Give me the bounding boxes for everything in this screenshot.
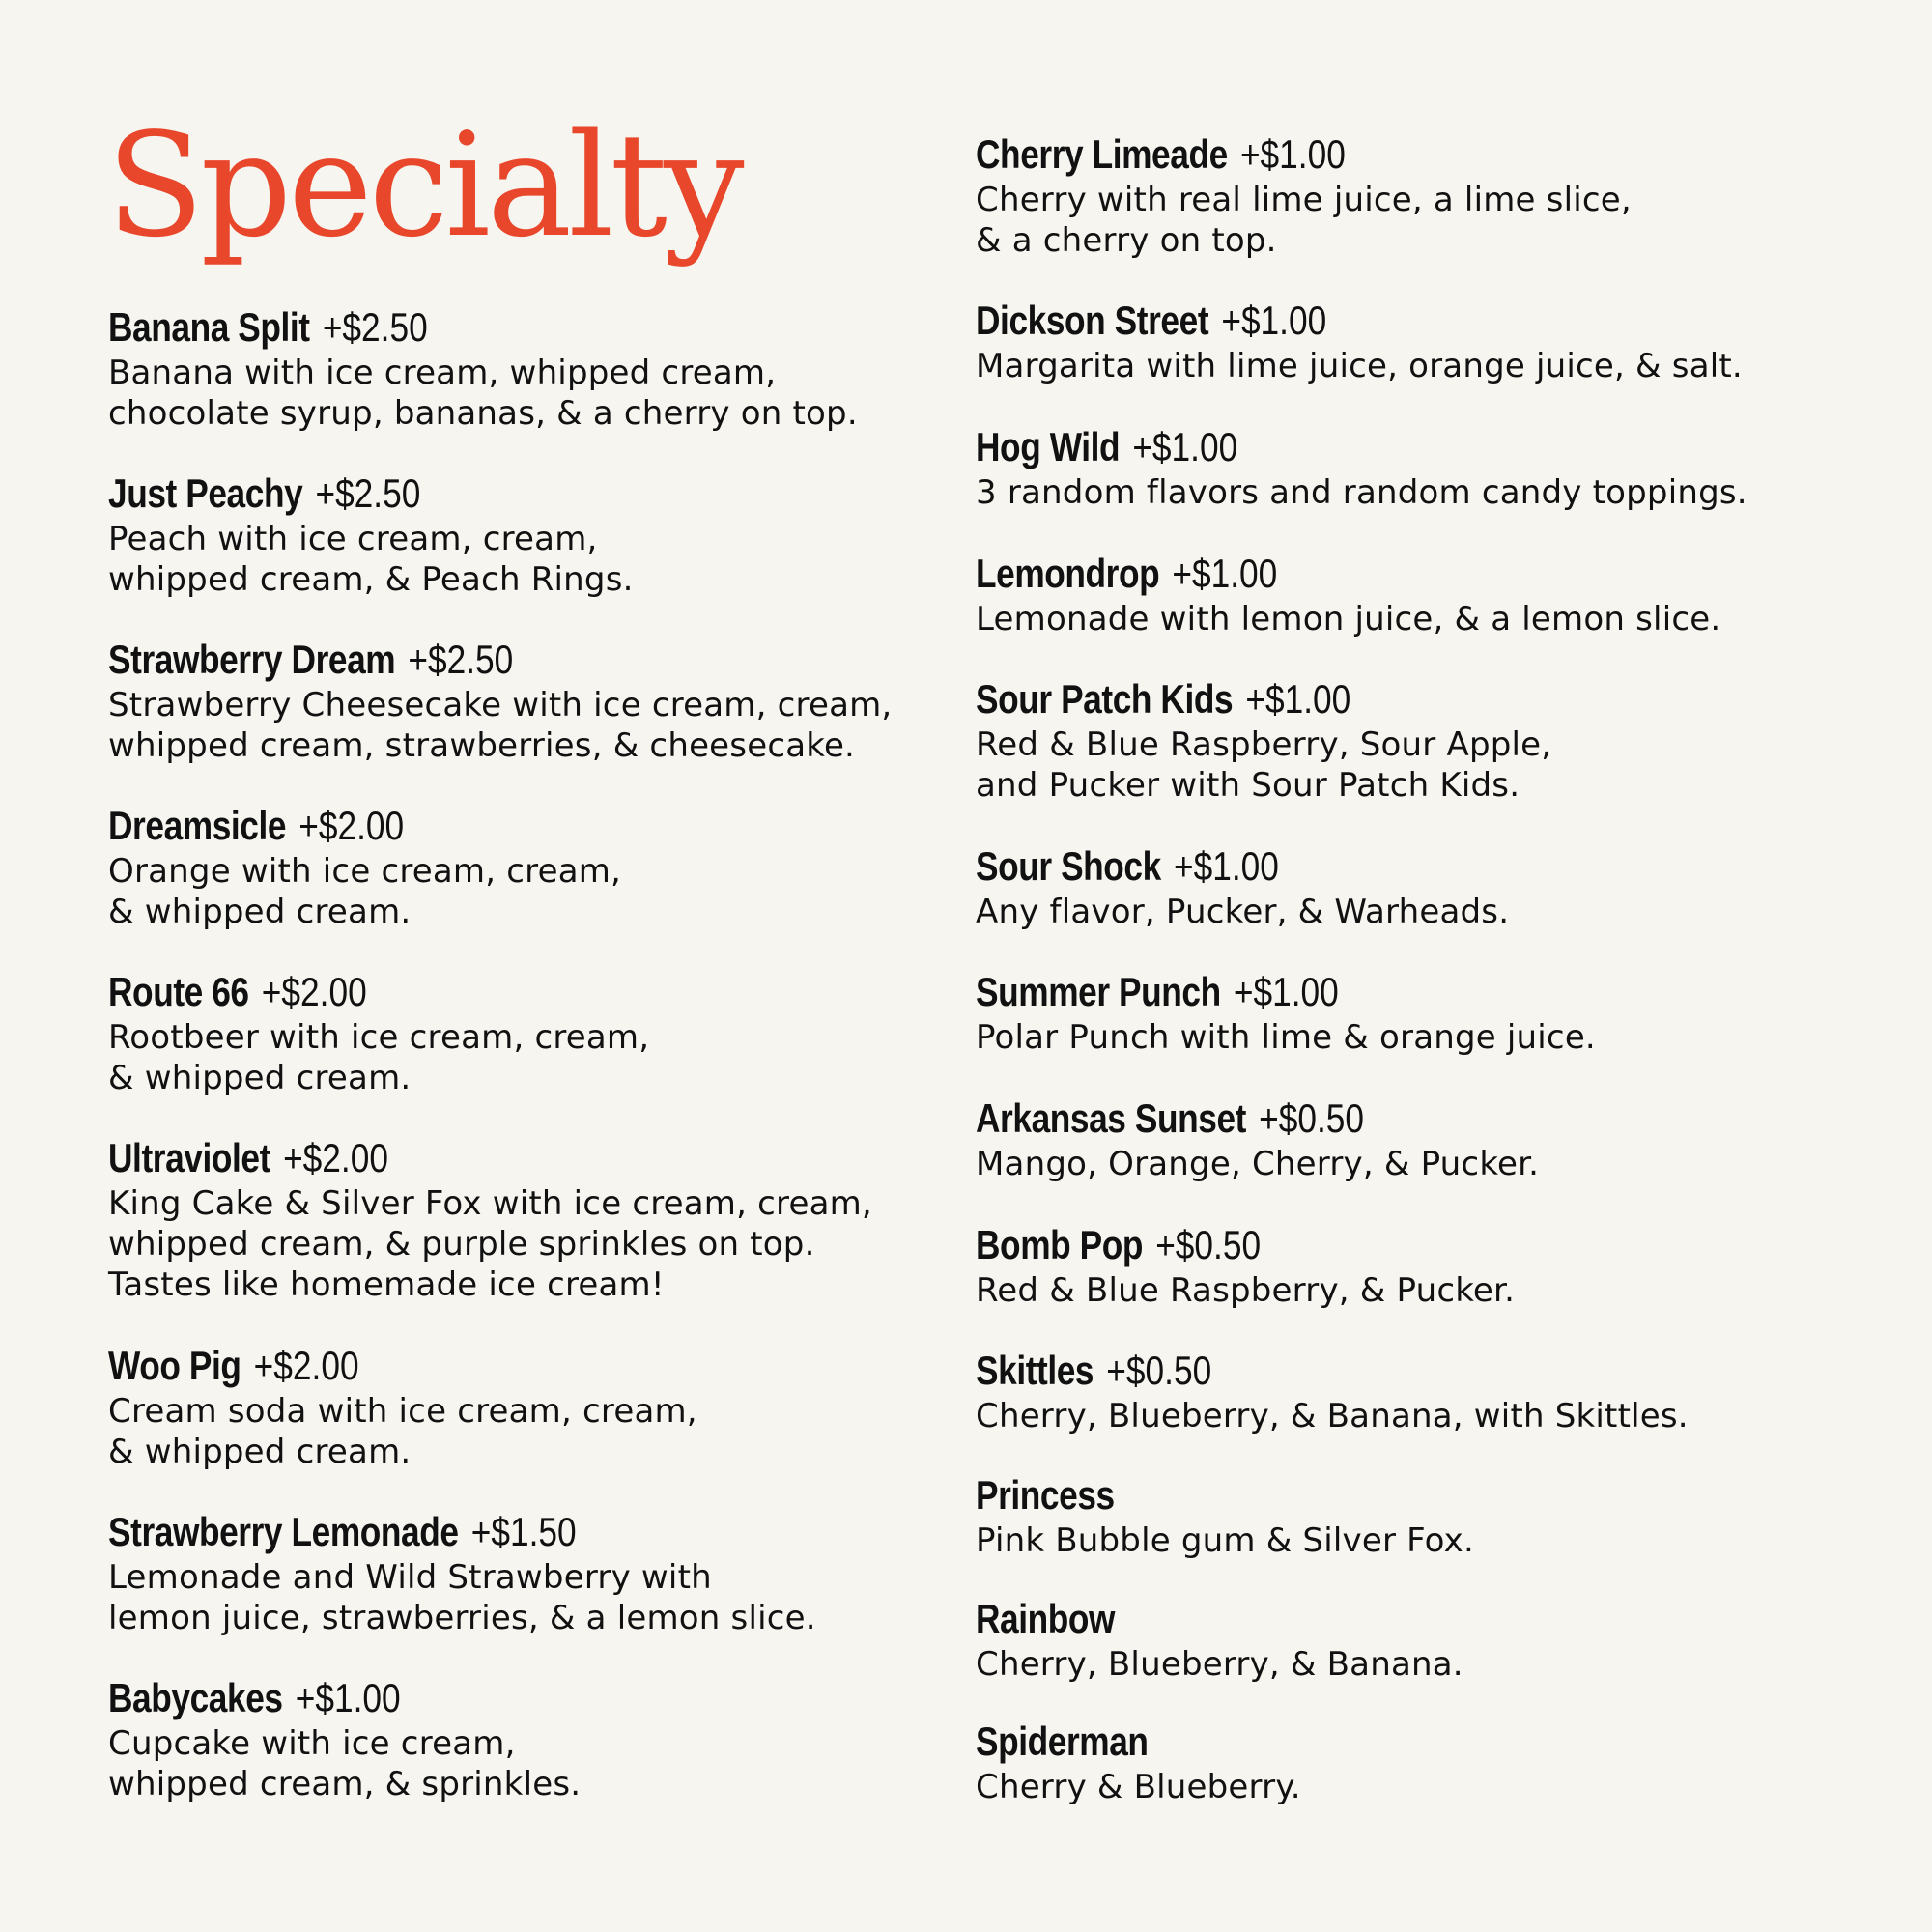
menu-item-price: +$2.00 <box>298 803 405 848</box>
menu-item-price: +$1.00 <box>1239 131 1346 177</box>
menu-item <box>108 302 958 434</box>
menu-item-description: Cherry, Blueberry, & Banana, with Skittles. <box>976 1397 1689 1435</box>
menu-item-name: Strawberry Lemonade <box>108 1509 459 1554</box>
menu-item <box>108 1133 958 1305</box>
menu-item-name: Rainbow <box>976 1596 1116 1641</box>
menu-item-description: Pink Bubble gum & Silver Fox. <box>976 1521 1474 1560</box>
menu-item <box>976 1346 1893 1436</box>
menu-item <box>108 801 958 932</box>
menu-item-description: Polar Punch with lime & orange juice. <box>976 1018 1596 1057</box>
menu-item-description: Red & Blue Raspberry, Sour Apple, and Pucker with Sour Patch Kids. <box>976 725 1552 805</box>
menu-item-description: Red & Blue Raspberry, & Pucker. <box>976 1271 1516 1310</box>
menu-item-description: King Cake & Silver Fox with ice cream, cream, whipped cream, & purple sprinkles on top. Tastes like homemade ice cream! <box>108 1184 872 1304</box>
menu-item <box>976 129 1893 261</box>
menu-item-name: Bomb Pop <box>976 1222 1144 1267</box>
menu-item-name: Ultraviolet <box>108 1135 270 1180</box>
menu-item-description: 3 random flavors and random candy toppings. <box>976 473 1747 512</box>
menu-item <box>976 296 1893 386</box>
menu-item <box>976 841 1893 932</box>
menu-item-name: Spiderman <box>976 1719 1149 1764</box>
menu-item-name: Banana Split <box>108 304 310 350</box>
menu-item-header <box>108 967 822 1017</box>
menu-item-name: Dreamsicle <box>108 803 287 848</box>
menu-item-description: Lemonade and Wild Strawberry with lemon juice, strawberries, & a lemon slice. <box>108 1558 816 1637</box>
menu-item-price: +$2.50 <box>315 470 421 516</box>
menu-item-price: +$1.00 <box>1174 843 1279 889</box>
menu-item-price: +$1.00 <box>1132 424 1238 469</box>
menu-item-name: Babycakes <box>108 1675 283 1720</box>
menu-item-description: Margarita with lime juice, orange juice, & salt. <box>976 347 1743 385</box>
menu-item-price: +$0.50 <box>1259 1095 1365 1141</box>
menu-item <box>108 1341 958 1472</box>
menu-item-price: +$1.00 <box>1221 298 1327 343</box>
menu-item-header <box>108 1507 822 1557</box>
menu-item-header <box>108 302 822 353</box>
menu-item-header <box>976 1220 1747 1270</box>
menu-item-description: Banana with ice cream, whipped cream, chocolate syrup, bananas, & a cherry on top. <box>108 354 858 433</box>
menu-item-description: Cream soda with ice cream, cream, & whipped cream. <box>108 1392 697 1471</box>
menu-item-price: +$0.50 <box>1106 1348 1212 1393</box>
menu-item-header <box>976 967 1747 1017</box>
menu-item-price: +$1.50 <box>470 1509 577 1554</box>
menu-item-header <box>108 1341 822 1391</box>
menu-item-price: +$1.00 <box>295 1675 401 1720</box>
menu-item-header <box>976 1594 1747 1644</box>
menu-item-header <box>976 1094 1747 1144</box>
menu-item-description: Rootbeer with ice cream, cream, & whipped cream. <box>108 1018 650 1097</box>
menu-item <box>108 1673 958 1804</box>
menu-item-name: Cherry Limeade <box>976 131 1228 177</box>
menu-item-name: Strawberry Dream <box>108 637 396 682</box>
menu-item-name: Woo Pig <box>108 1343 242 1388</box>
menu-item-price: +$0.50 <box>1155 1222 1262 1267</box>
menu-item <box>976 1717 1893 1807</box>
menu-item-price: +$2.00 <box>283 1135 388 1180</box>
menu-item <box>976 1220 1893 1311</box>
menu-item-header <box>108 801 822 851</box>
menu-item-header <box>976 129 1747 180</box>
menu-item-header <box>976 1470 1747 1520</box>
menu-item-description: Orange with ice cream, cream, & whipped cream. <box>108 852 622 931</box>
menu-item <box>976 422 1893 513</box>
menu-item <box>108 1507 958 1638</box>
menu-item-description: Any flavor, Pucker, & Warheads. <box>976 893 1510 931</box>
menu-item <box>108 635 958 766</box>
menu-item-description: Peach with ice cream, cream, whipped cream, & Peach Rings. <box>108 520 634 599</box>
menu-item-name: Lemondrop <box>976 551 1160 596</box>
menu-item-price: +$1.00 <box>1172 551 1278 596</box>
menu-item-header <box>976 549 1747 599</box>
menu-item-description: Mango, Orange, Cherry, & Pucker. <box>976 1145 1540 1183</box>
menu-item <box>976 1594 1893 1685</box>
menu-item-header <box>108 1673 822 1723</box>
menu-item-header <box>108 1133 822 1183</box>
menu-item-price: +$1.00 <box>1245 676 1351 722</box>
menu-item-header <box>976 674 1747 724</box>
menu-item <box>976 1470 1893 1561</box>
menu-item-name: Sour Patch Kids <box>976 676 1234 722</box>
menu-item-name: Just Peachy <box>108 470 303 516</box>
menu-item-header <box>976 422 1747 472</box>
menu-item-price: +$2.50 <box>322 304 428 350</box>
menu-item <box>976 967 1893 1058</box>
menu-item-price: +$2.50 <box>408 637 514 682</box>
menu-item-name: Summer Punch <box>976 969 1221 1014</box>
menu-item <box>108 967 958 1098</box>
menu-item-name: Route 66 <box>108 969 249 1014</box>
menu-item-header <box>976 1346 1747 1396</box>
menu-item-name: Sour Shock <box>976 843 1161 889</box>
menu-item-description: Strawberry Cheesecake with ice cream, cream, whipped cream, strawberries, & cheesecake. <box>108 686 893 765</box>
menu-item-header <box>976 841 1747 892</box>
menu-item <box>976 1094 1893 1184</box>
menu-item-name: Skittles <box>976 1348 1094 1393</box>
menu-item-price: +$2.00 <box>253 1343 359 1388</box>
menu-item-header <box>976 296 1747 346</box>
menu-item-description: Cherry with real lime juice, a lime slice, & a cherry on top. <box>976 181 1632 260</box>
page-title: Specialty <box>106 102 741 269</box>
menu-item-name: Princess <box>976 1472 1115 1518</box>
menu-item-header <box>108 469 822 519</box>
menu-item-name: Arkansas Sunset <box>976 1095 1246 1141</box>
menu-item <box>976 674 1893 806</box>
menu-item-header <box>108 635 822 685</box>
menu-item-price: +$1.00 <box>1233 969 1339 1014</box>
menu-item-name: Dickson Street <box>976 298 1209 343</box>
menu-item-price: +$2.00 <box>261 969 367 1014</box>
menu-item-header <box>976 1717 1747 1767</box>
menu-item-name: Hog Wild <box>976 424 1121 469</box>
menu-item-description: Cupcake with ice cream, whipped cream, & sprinkles. <box>108 1724 582 1804</box>
menu-item <box>976 549 1893 639</box>
menu-item-description: Cherry, Blueberry, & Banana. <box>976 1645 1463 1684</box>
menu-item-description: Cherry & Blueberry. <box>976 1768 1301 1806</box>
menu-item <box>108 469 958 600</box>
menu-item-description: Lemonade with lemon juice, & a lemon slice. <box>976 600 1721 639</box>
